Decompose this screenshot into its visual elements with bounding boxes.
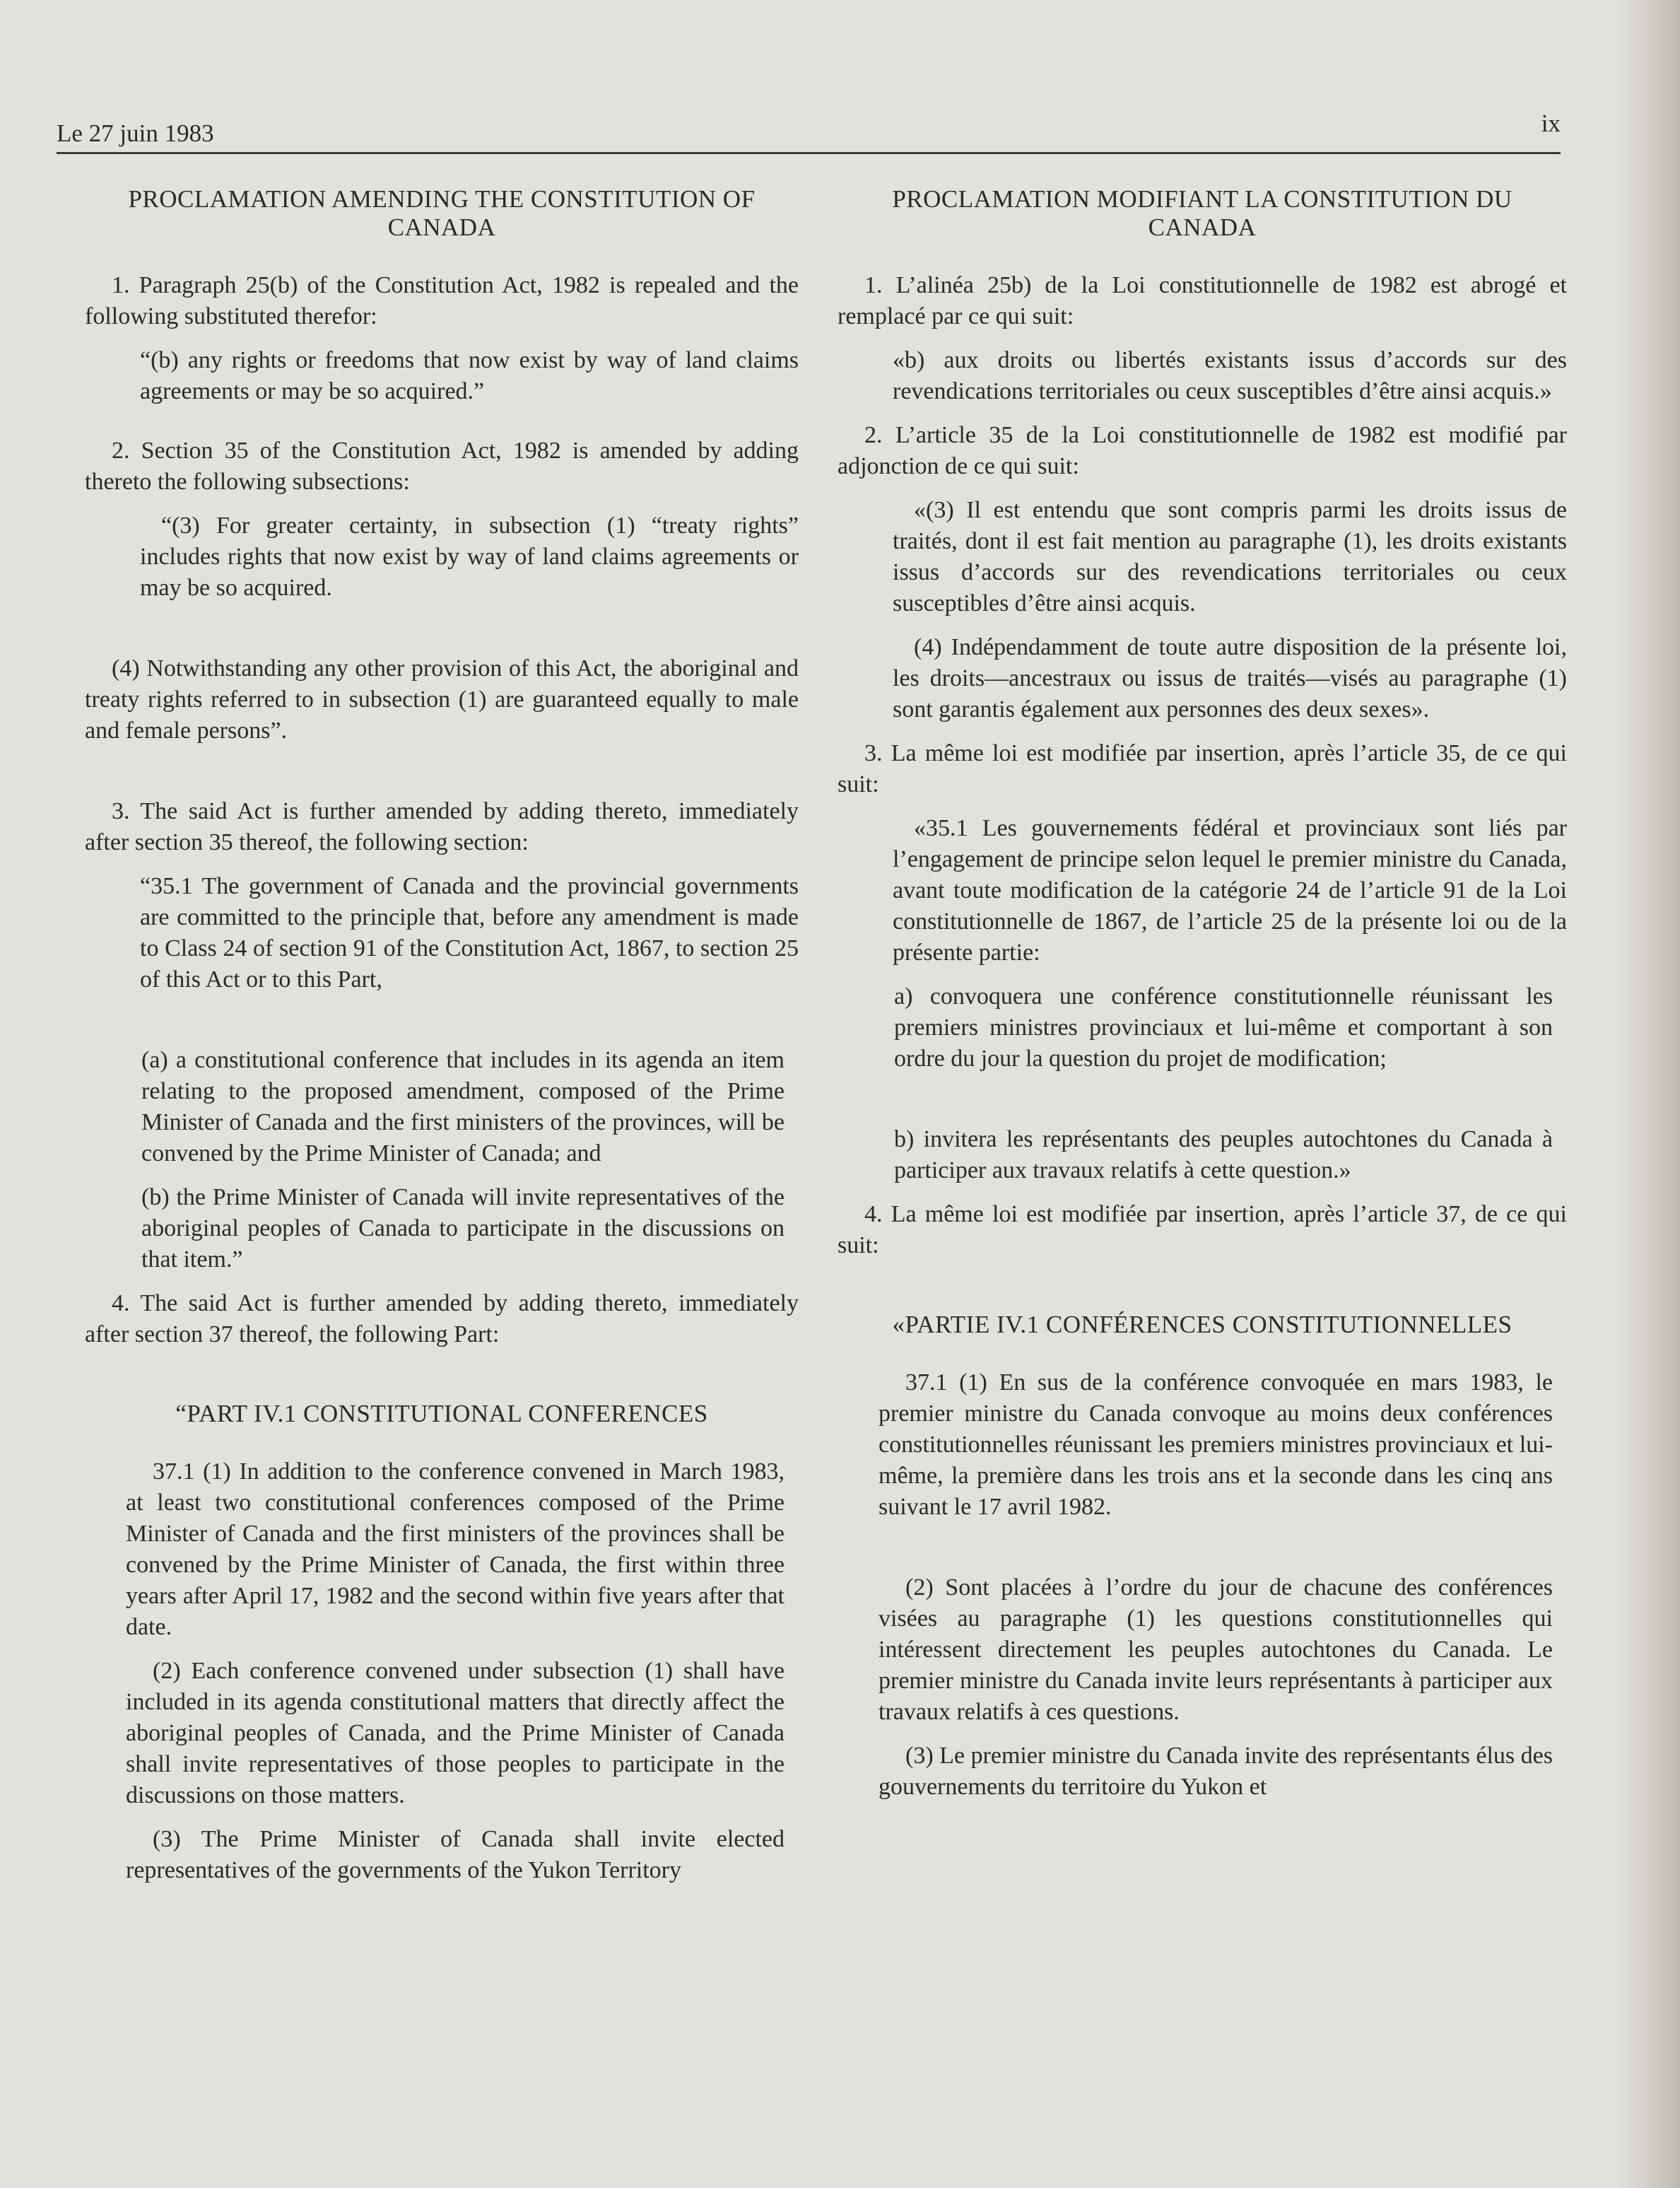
en-section-1: 1. Paragraph 25(b) of the Constitution Act, 1982 is repealed and the following substituted therefor:	[85, 272, 799, 329]
fr-section-1: 1. L’alinéa 25b) de la Loi constitutionnelle de 1982 est abrogé et remplacé par ce qui suit:	[838, 272, 1567, 329]
en-section-3: 3. The said Act is further amended by adding thereto, immediately after section 35 thereof, the following section:	[85, 798, 799, 855]
en-section-2: 2. Section 35 of the Constitution Act, 1982 is amended by adding thereto the following subsections:	[85, 438, 799, 495]
page-number: ix	[1541, 110, 1561, 137]
running-header	[57, 110, 1561, 154]
fr-paragraph-a: a) convoquera une conférence constitutionnelle réunissant les premiers ministres provinciaux et lui-même et comportant à son ordre du jour la question du projet de modification;	[894, 983, 1553, 1072]
english-title: PROCLAMATION AMENDING THE CONSTITUTION OF CANADA	[128, 185, 756, 241]
header-date: Le 27 juin 1983	[57, 119, 214, 147]
en-37-1-subsection-3: (3) The Prime Minister of Canada shall invite elected representatives of the governments of the Yukon Territory	[126, 1826, 785, 1883]
fr-section-4: 4. La même loi est modifiée par insertion, après l’article 37, de ce qui suit:	[838, 1201, 1567, 1258]
en-paragraph-a: (a) a constitutional conference that includes in its agenda an item relating to the proposed amendment, composed of the Prime Minister of Canada and the first ministers of the provinces, will be convened by the Prime Minister of Canada; and	[141, 1047, 785, 1166]
en-37-1-subsection-1: 37.1 (1) In addition to the conference convened in March 1983, at least two constitutional conferences composed of the Prime Minister of Canada and the first ministers of the provinces shall be convened by the Prime Minister of Canada, the first within three years after April 17, 1982 and the second within five years after that date.	[126, 1458, 785, 1640]
en-part-title: “PART IV.1 CONSTITUTIONAL CONFERENCES	[175, 1400, 708, 1427]
en-section-2-subsection-4: (4) Notwithstanding any other provision of this Act, the aboriginal and treaty rights referred to in subsection (1) are guaranteed equally to male and female persons”.	[85, 655, 799, 744]
en-37-1-subsection-2: (2) Each conference convened under subsection (1) shall have included in its agenda constitutional matters that directly affect the aboriginal peoples of Canada, and the Prime Minister of Canada shall invite representatives of those peoples to participate in the discussions on those matters.	[126, 1658, 785, 1808]
fr-section-35-1: «35.1 Les gouvernements fédéral et provinciaux sont liés par l’engagement de principe selon lequel le premier ministre du Canada, avant toute modification de la catégorie 24 de l’article 91 de la Loi constitutionnelle de 1867, de l’article 25 de la présente loi ou de la présente partie:	[893, 815, 1567, 966]
fr-37-1-subsection-1: 37.1 (1) En sus de la conférence convoquée en mars 1983, le premier ministre du Canada convoque au moins deux conférences constitutionnelles réunissant les premiers ministres provinciaux et lui-même, la première dans les trois ans et la seconde dans les cinq ans suivant le 17 avril 1982.	[879, 1369, 1553, 1520]
fr-37-1-subsection-3: (3) Le premier ministre du Canada invite des représentants élus des gouvernements du territoire du Yukon et	[879, 1743, 1553, 1800]
french-column	[838, 185, 1567, 1815]
fr-section-1-quote: «b) aux droits ou libertés existants issus d’accords sur des revendications territoriales ou ceux susceptibles d’être ainsi acquis.»	[893, 347, 1567, 404]
fr-section-2-subsection-3: «(3) Il est entendu que sont compris parmi les droits issus de traités, dont il est fait mention au paragraphe (1), les droits existants issus d’accords sur des revendications territoriales ou ceux susceptibles d’être ainsi acquis.	[893, 497, 1567, 616]
fr-section-3: 3. La même loi est modifiée par insertion, après l’article 35, de ce qui suit:	[838, 740, 1567, 797]
fr-section-2-subsection-4: (4) Indépendamment de toute autre disposition de la présente loi, les droits—ancestraux ou issus de traités—visés au paragraphe (1) sont garantis également aux personnes des deux sexes».	[893, 634, 1567, 722]
fr-paragraph-b: b) invitera les représentants des peuples autochtones du Canada à participer aux travaux relatifs à cette question.»	[894, 1126, 1553, 1183]
en-section-35-1: “35.1 The government of Canada and the provincial governments are committed to the principle that, before any amendment is made to Class 24 of section 91 of the Constitution Act, 1867, to section 25 of this Act or to this Part,	[140, 873, 799, 993]
english-column	[85, 185, 799, 1899]
fr-section-2: 2. L’article 35 de la Loi constitutionnelle de 1982 est modifié par adjonction de ce qui suit:	[838, 422, 1567, 479]
page-edge-shadow	[1616, 0, 1680, 2188]
en-section-4: 4. The said Act is further amended by adding thereto, immediately after section 37 thereof, the following Part:	[85, 1290, 799, 1347]
fr-37-1-subsection-2: (2) Sont placées à l’ordre du jour de chacune des conférences visées au paragraphe (1) les questions constitutionnelles qui intéressent directement les peuples autochtones du Canada. Le premier ministre du Canada invite leurs représentants à participer aux travaux relatifs à ces questions.	[879, 1574, 1553, 1725]
en-section-2-subsection-3: “(3) For greater certainty, in subsection (1) “treaty rights” includes rights that now exist by way of land claims agreements or may be so acquired.	[140, 513, 799, 601]
fr-part-title: «PARTIE IV.1 CONFÉRENCES CONSTITUTIONNELLES	[892, 1311, 1512, 1338]
en-section-1-quote: “(b) any rights or freedoms that now exist by way of land claims agreements or may be so acquired.”	[140, 347, 799, 404]
en-paragraph-b: (b) the Prime Minister of Canada will invite representatives of the aboriginal peoples of Canada to participate in the discussions on that item.”	[141, 1184, 785, 1273]
french-title: PROCLAMATION MODIFIANT LA CONSTITUTION DU CANADA	[892, 185, 1512, 241]
